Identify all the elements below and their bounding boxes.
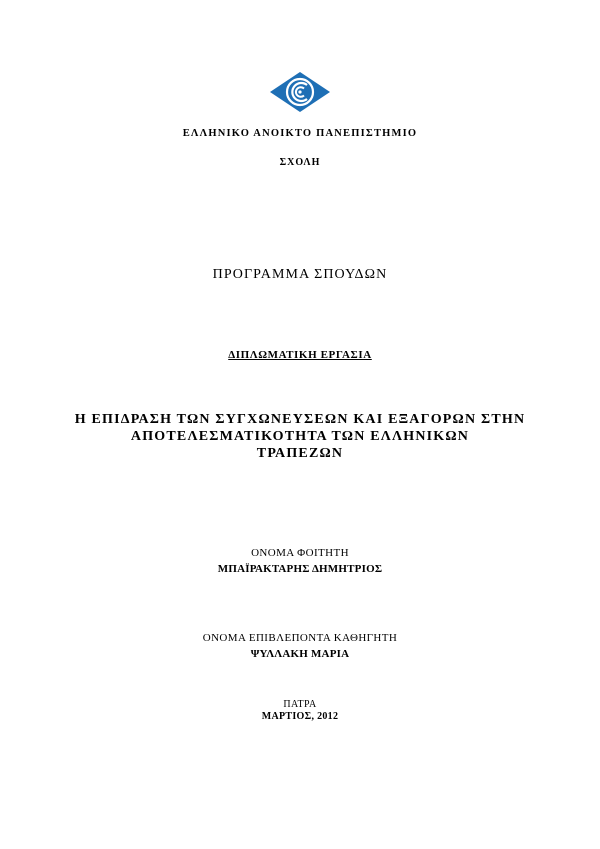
- student-label: ΟΝΟΜΑ ΦΟΙΤΗΤΗ: [251, 547, 349, 559]
- university-logo-icon: [269, 71, 331, 113]
- thesis-title-line: ΑΠΟΤΕΛΕΣΜΑΤΙΚΟΤΗΤΑ ΤΩΝ ΕΛΛΗΝΙΚΩΝ: [130, 429, 470, 444]
- submission-date: ΜΑΡΤΙΟΣ, 2012: [261, 711, 339, 722]
- supervisor-label: ΟΝΟΜΑ ΕΠΙΒΛΕΠΟΝΤΑ ΚΑΘΗΓΗΤΗ: [202, 632, 398, 644]
- thesis-title-line: ΤΡΑΠΕΖΩΝ: [256, 446, 344, 461]
- school-name: ΣΧΟΛΗ: [279, 157, 321, 168]
- thesis-title-line: Η ΕΠΙΔΡΑΣΗ ΤΩΝ ΣΥΓΧΩΝΕΥΣΕΩΝ ΚΑΙ ΕΞΑΓΟΡΩΝ ΣΤΗΝ: [74, 412, 526, 427]
- thesis-title: [0, 411, 600, 462]
- program-of-studies: ΠΡΟΓΡΑΜΜΑ ΣΠΟΥΔΩΝ: [212, 267, 388, 282]
- university-name: ΕΛΛΗΝΙΚΟ ΑΝΟΙΚΤΟ ΠΑΝΕΠΙΣΤΗΜΙΟ: [182, 128, 418, 139]
- thesis-type-heading: ΔΙΠΛΩΜΑΤΙΚΗ ΕΡΓΑΣΙΑ: [228, 349, 372, 361]
- student-name: ΜΠΑΪΡΑΚΤΑΡΗΣ ΔΗΜΗΤΡΙΟΣ: [217, 563, 383, 575]
- city: ΠΑΤΡΑ: [283, 699, 317, 710]
- supervisor-name: ΨΥΛΛΑΚΗ ΜΑΡΙΑ: [250, 648, 350, 660]
